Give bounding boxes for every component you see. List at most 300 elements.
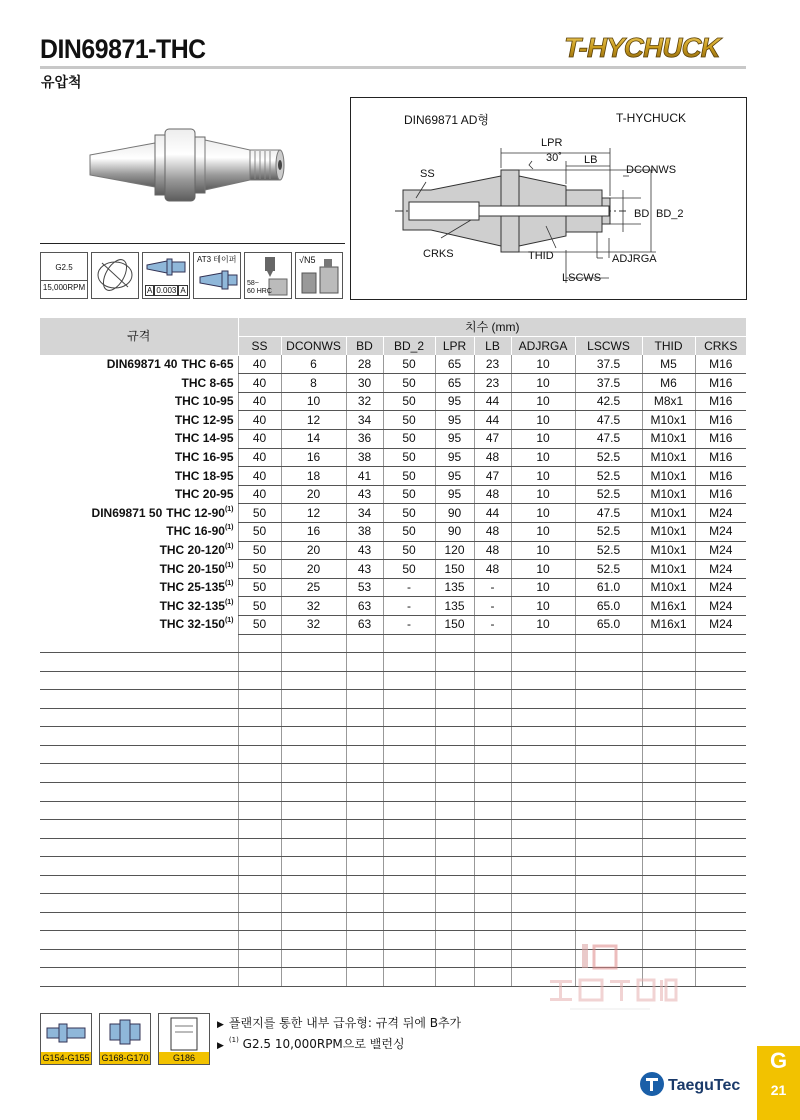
model-cell xyxy=(40,467,238,486)
cell-lpr: 90 xyxy=(435,523,474,542)
section-letter: G xyxy=(769,1048,788,1073)
holder-group: DIN69871 50 xyxy=(91,505,163,520)
empty-cell xyxy=(281,745,346,764)
empty-cell xyxy=(695,820,746,839)
model-cell xyxy=(40,374,238,393)
column-header: DCONWS xyxy=(281,337,346,356)
footnote-marker: (1) xyxy=(224,580,234,588)
empty-cell xyxy=(383,801,435,820)
cell-crks: M24 xyxy=(695,504,746,523)
empty-cell xyxy=(238,801,281,820)
empty-cell xyxy=(435,931,474,950)
empty-cell xyxy=(474,968,511,987)
cell-bd2: 50 xyxy=(383,355,435,374)
cell-lb: 23 xyxy=(474,374,511,393)
cell-lpr: 150 xyxy=(435,616,474,635)
empty-row xyxy=(40,857,746,876)
empty-row xyxy=(40,764,746,783)
table-row xyxy=(40,560,746,579)
model-cell xyxy=(40,411,238,430)
note-marker: (1) xyxy=(228,1036,239,1044)
cell-lscws: 65.0 xyxy=(575,597,642,616)
empty-cell xyxy=(575,801,642,820)
empty-cell xyxy=(642,894,695,913)
empty-cell xyxy=(40,838,238,857)
empty-cell xyxy=(511,653,575,672)
page-number: 21 xyxy=(770,1082,787,1098)
cell-adjrga: 10 xyxy=(511,523,575,542)
note-text: G2.5 10,000RPM으로 밸런싱 xyxy=(242,1037,405,1051)
empty-row xyxy=(40,782,746,801)
table-row xyxy=(40,616,746,635)
empty-cell xyxy=(40,949,238,968)
empty-cell xyxy=(435,875,474,894)
empty-cell xyxy=(383,727,435,746)
empty-cell xyxy=(281,782,346,801)
cell-dconws: 16 xyxy=(281,523,346,542)
empty-cell xyxy=(40,931,238,950)
cell-lscws: 52.5 xyxy=(575,448,642,467)
empty-cell xyxy=(575,838,642,857)
cell-adjrga: 10 xyxy=(511,485,575,504)
empty-cell xyxy=(642,764,695,783)
cell-crks: M16 xyxy=(695,392,746,411)
empty-cell xyxy=(435,912,474,931)
empty-cell xyxy=(474,931,511,950)
table-row xyxy=(40,392,746,411)
empty-cell xyxy=(642,912,695,931)
empty-cell xyxy=(40,857,238,876)
empty-cell xyxy=(346,727,383,746)
empty-cell xyxy=(695,931,746,950)
cell-bd2: 50 xyxy=(383,374,435,393)
empty-cell xyxy=(474,690,511,709)
cell-lb: - xyxy=(474,578,511,597)
cell-bd2: - xyxy=(383,616,435,635)
page-title: DIN69871-THC xyxy=(40,34,206,64)
hardness-icon xyxy=(244,252,292,299)
at3-label: AT3 테이퍼 xyxy=(197,255,237,264)
empty-cell xyxy=(642,838,695,857)
empty-row xyxy=(40,912,746,931)
empty-cell xyxy=(435,782,474,801)
empty-cell xyxy=(383,949,435,968)
empty-cell xyxy=(575,857,642,876)
cell-crks: M24 xyxy=(695,541,746,560)
empty-cell xyxy=(281,634,346,653)
cell-lb: 44 xyxy=(474,392,511,411)
cell-lb: - xyxy=(474,597,511,616)
cell-bd: 43 xyxy=(346,485,383,504)
title-divider xyxy=(40,66,746,69)
model-code: THC 32-135 xyxy=(159,598,225,613)
empty-cell xyxy=(383,931,435,950)
empty-row xyxy=(40,820,746,839)
table-row xyxy=(40,504,746,523)
empty-cell xyxy=(40,912,238,931)
at3-taper-icon xyxy=(193,252,241,299)
empty-cell xyxy=(642,820,695,839)
cell-crks: M24 xyxy=(695,523,746,542)
page-ref-label: G186 xyxy=(159,1052,209,1064)
triangle-bullet-icon: ▶ xyxy=(217,1041,224,1051)
empty-cell xyxy=(383,857,435,876)
empty-cell xyxy=(238,949,281,968)
empty-cell xyxy=(383,708,435,727)
cell-thid: M6 xyxy=(642,374,695,393)
empty-cell xyxy=(695,838,746,857)
empty-row xyxy=(40,634,746,653)
empty-cell xyxy=(435,968,474,987)
cell-crks: M16 xyxy=(695,467,746,486)
hardness-max: 60 HRC xyxy=(247,288,272,295)
balance-grade-text: G2.5 xyxy=(55,263,73,272)
cell-adjrga: 10 xyxy=(511,430,575,449)
empty-cell xyxy=(238,894,281,913)
diagram-left-title: DIN69871 AD형 xyxy=(404,113,489,127)
cell-lscws: 37.5 xyxy=(575,374,642,393)
empty-cell xyxy=(511,820,575,839)
cell-lpr: 135 xyxy=(435,597,474,616)
empty-cell xyxy=(575,727,642,746)
cell-lb: - xyxy=(474,616,511,635)
cell-lscws: 52.5 xyxy=(575,523,642,542)
cell-crks: M16 xyxy=(695,448,746,467)
empty-cell xyxy=(238,875,281,894)
model-cell xyxy=(40,578,238,597)
model-cell xyxy=(40,448,238,467)
cell-bd: 38 xyxy=(346,523,383,542)
page-ref-label: G168-G170 xyxy=(101,1053,149,1063)
empty-cell xyxy=(40,820,238,839)
empty-cell xyxy=(511,912,575,931)
cell-ss: 40 xyxy=(238,374,281,393)
model-cell xyxy=(40,485,238,504)
empty-cell xyxy=(575,690,642,709)
product-photo xyxy=(85,115,305,215)
empty-cell xyxy=(642,745,695,764)
cell-ss: 40 xyxy=(238,392,281,411)
empty-cell xyxy=(281,931,346,950)
footnotes xyxy=(217,1014,461,1056)
cell-crks: M24 xyxy=(695,597,746,616)
cell-bd: 30 xyxy=(346,374,383,393)
cell-thid: M10x1 xyxy=(642,560,695,579)
cell-lb: 48 xyxy=(474,560,511,579)
table-row xyxy=(40,541,746,560)
empty-row xyxy=(40,875,746,894)
cell-crks: M16 xyxy=(695,430,746,449)
empty-cell xyxy=(40,653,238,672)
cell-thid: M8x1 xyxy=(642,392,695,411)
empty-cell xyxy=(238,764,281,783)
hardness-min: 58~ xyxy=(247,280,259,287)
empty-cell xyxy=(474,782,511,801)
cell-ss: 40 xyxy=(238,485,281,504)
triangle-bullet-icon: ▶ xyxy=(217,1020,224,1030)
model-code: THC 12-90 xyxy=(166,505,225,520)
empty-cell xyxy=(435,949,474,968)
cell-crks: M16 xyxy=(695,355,746,374)
empty-cell xyxy=(575,875,642,894)
empty-cell xyxy=(281,690,346,709)
taper-tolerance-icon xyxy=(142,252,190,299)
empty-cell xyxy=(575,764,642,783)
empty-cell xyxy=(511,671,575,690)
dimension-diagram xyxy=(350,97,747,300)
cell-dconws: 32 xyxy=(281,597,346,616)
cell-adjrga: 10 xyxy=(511,616,575,635)
empty-cell xyxy=(238,857,281,876)
empty-cell xyxy=(642,857,695,876)
cell-ss: 40 xyxy=(238,448,281,467)
empty-cell xyxy=(281,875,346,894)
empty-cell xyxy=(346,931,383,950)
empty-cell xyxy=(238,968,281,987)
model-cell xyxy=(40,355,238,374)
empty-cell xyxy=(435,653,474,672)
column-header: LPR xyxy=(435,337,474,356)
empty-cell xyxy=(511,801,575,820)
cell-bd: 43 xyxy=(346,541,383,560)
empty-cell xyxy=(474,801,511,820)
cell-lpr: 120 xyxy=(435,541,474,560)
holder-group: DIN69871 40 xyxy=(106,357,178,372)
empty-cell xyxy=(695,968,746,987)
cell-bd: 43 xyxy=(346,560,383,579)
empty-cell xyxy=(435,857,474,876)
balance-grade-icon xyxy=(40,252,88,299)
cell-lpr: 95 xyxy=(435,448,474,467)
empty-cell xyxy=(281,653,346,672)
table-row xyxy=(40,485,746,504)
cell-bd2: - xyxy=(383,597,435,616)
empty-cell xyxy=(474,708,511,727)
empty-cell xyxy=(40,875,238,894)
empty-cell xyxy=(40,708,238,727)
empty-cell xyxy=(383,912,435,931)
cell-dconws: 20 xyxy=(281,541,346,560)
model-cell xyxy=(40,392,238,411)
empty-cell xyxy=(435,671,474,690)
empty-cell xyxy=(346,764,383,783)
empty-cell xyxy=(238,690,281,709)
cell-bd: 32 xyxy=(346,392,383,411)
model-code: THC 18-95 xyxy=(174,468,234,483)
column-header: SS xyxy=(238,337,281,356)
cell-thid: M16x1 xyxy=(642,597,695,616)
empty-cell xyxy=(575,745,642,764)
cell-thid: M5 xyxy=(642,355,695,374)
page-ref-g154[interactable] xyxy=(40,1013,92,1065)
cell-dconws: 16 xyxy=(281,448,346,467)
empty-row xyxy=(40,745,746,764)
model-code: THC 16-90 xyxy=(166,524,225,539)
empty-cell xyxy=(474,912,511,931)
empty-cell xyxy=(474,857,511,876)
footnote-marker: (1) xyxy=(224,617,234,625)
empty-cell xyxy=(695,912,746,931)
cell-lb: 48 xyxy=(474,523,511,542)
empty-cell xyxy=(238,820,281,839)
model-code: THC 8-65 xyxy=(181,375,234,390)
cell-ss: 50 xyxy=(238,523,281,542)
empty-cell xyxy=(281,912,346,931)
cell-lpr: 95 xyxy=(435,430,474,449)
empty-cell xyxy=(511,690,575,709)
page-ref-g168[interactable] xyxy=(99,1013,151,1065)
company-name: TaeguTec xyxy=(668,1077,741,1094)
empty-cell xyxy=(346,745,383,764)
empty-row xyxy=(40,838,746,857)
empty-cell xyxy=(346,801,383,820)
empty-cell xyxy=(346,708,383,727)
cell-lscws: 52.5 xyxy=(575,485,642,504)
empty-cell xyxy=(435,634,474,653)
cell-lpr: 135 xyxy=(435,578,474,597)
empty-cell xyxy=(346,671,383,690)
empty-cell xyxy=(40,968,238,987)
table-row xyxy=(40,411,746,430)
model-cell xyxy=(40,504,238,523)
empty-cell xyxy=(40,801,238,820)
empty-row xyxy=(40,894,746,913)
empty-cell xyxy=(435,727,474,746)
cell-lpr: 150 xyxy=(435,560,474,579)
cell-lscws: 61.0 xyxy=(575,578,642,597)
cell-bd2: 50 xyxy=(383,523,435,542)
cell-bd2: 50 xyxy=(383,392,435,411)
empty-row xyxy=(40,653,746,672)
model-code: THC 12-95 xyxy=(174,412,234,427)
empty-cell xyxy=(695,708,746,727)
cell-bd: 38 xyxy=(346,448,383,467)
empty-cell xyxy=(695,745,746,764)
empty-cell xyxy=(435,820,474,839)
empty-cell xyxy=(695,875,746,894)
page-ref-g186[interactable] xyxy=(158,1013,210,1065)
cell-crks: M24 xyxy=(695,560,746,579)
cell-ss: 50 xyxy=(238,597,281,616)
empty-cell xyxy=(435,690,474,709)
label-adjrga: ADJRGA xyxy=(612,253,657,265)
empty-cell xyxy=(383,894,435,913)
empty-cell xyxy=(474,653,511,672)
empty-cell xyxy=(695,727,746,746)
cell-ss: 50 xyxy=(238,560,281,579)
model-cell xyxy=(40,541,238,560)
taegutec-logo xyxy=(638,1070,753,1104)
empty-cell xyxy=(281,671,346,690)
footnote-marker: (1) xyxy=(224,561,234,569)
spec-table xyxy=(40,318,746,987)
cell-thid: M16x1 xyxy=(642,616,695,635)
empty-row xyxy=(40,801,746,820)
cell-bd2: 50 xyxy=(383,448,435,467)
cell-ss: 40 xyxy=(238,411,281,430)
header-dimensions: 치수 (mm) xyxy=(238,318,746,337)
cell-bd2: 50 xyxy=(383,467,435,486)
empty-cell xyxy=(383,671,435,690)
empty-cell xyxy=(383,968,435,987)
empty-cell xyxy=(695,653,746,672)
empty-cell xyxy=(383,820,435,839)
empty-cell xyxy=(642,671,695,690)
empty-cell xyxy=(281,764,346,783)
empty-cell xyxy=(695,671,746,690)
empty-cell xyxy=(346,634,383,653)
table-row xyxy=(40,597,746,616)
model-code: THC 16-95 xyxy=(174,449,234,464)
cell-bd: 28 xyxy=(346,355,383,374)
feature-icons xyxy=(40,243,345,298)
empty-cell xyxy=(238,653,281,672)
cell-dconws: 10 xyxy=(281,392,346,411)
cell-ss: 50 xyxy=(238,541,281,560)
note-line xyxy=(217,1035,461,1056)
watermark-logo xyxy=(540,940,680,1020)
empty-cell xyxy=(40,690,238,709)
cell-adjrga: 10 xyxy=(511,467,575,486)
cell-thid: M10x1 xyxy=(642,430,695,449)
cell-bd2: 50 xyxy=(383,504,435,523)
empty-cell xyxy=(383,745,435,764)
empty-cell xyxy=(435,838,474,857)
cell-lpr: 65 xyxy=(435,374,474,393)
model-code: THC 10-95 xyxy=(174,394,234,409)
cell-adjrga: 10 xyxy=(511,355,575,374)
empty-cell xyxy=(474,875,511,894)
cell-ss: 50 xyxy=(238,616,281,635)
cell-adjrga: 10 xyxy=(511,448,575,467)
empty-cell xyxy=(575,653,642,672)
cell-crks: M16 xyxy=(695,411,746,430)
cell-bd: 63 xyxy=(346,597,383,616)
t-hychuck-logo xyxy=(560,30,750,64)
empty-cell xyxy=(435,801,474,820)
empty-cell xyxy=(642,782,695,801)
label-ss: SS xyxy=(420,168,435,180)
table-row xyxy=(40,430,746,449)
cell-thid: M10x1 xyxy=(642,411,695,430)
column-header: LB xyxy=(474,337,511,356)
runout-icon xyxy=(91,252,139,299)
label-bd: BD xyxy=(634,208,650,220)
note-line xyxy=(217,1014,461,1035)
empty-cell xyxy=(474,634,511,653)
model-cell xyxy=(40,523,238,542)
empty-cell xyxy=(435,894,474,913)
empty-cell xyxy=(575,708,642,727)
empty-cell xyxy=(346,875,383,894)
page-ref-label: G154-G155 xyxy=(42,1053,90,1063)
empty-cell xyxy=(435,745,474,764)
footnote-marker: (1) xyxy=(224,524,234,532)
cell-adjrga: 10 xyxy=(511,504,575,523)
empty-cell xyxy=(281,727,346,746)
cell-lb: 44 xyxy=(474,411,511,430)
model-code: THC 6-65 xyxy=(181,357,234,372)
cell-lb: 23 xyxy=(474,355,511,374)
cell-thid: M10x1 xyxy=(642,523,695,542)
cell-lb: 48 xyxy=(474,448,511,467)
cell-dconws: 20 xyxy=(281,560,346,579)
empty-cell xyxy=(642,875,695,894)
empty-cell xyxy=(383,782,435,801)
empty-cell xyxy=(40,894,238,913)
svg-text:T-HYCHUCK: T-HYCHUCK xyxy=(564,32,720,63)
empty-cell xyxy=(511,838,575,857)
